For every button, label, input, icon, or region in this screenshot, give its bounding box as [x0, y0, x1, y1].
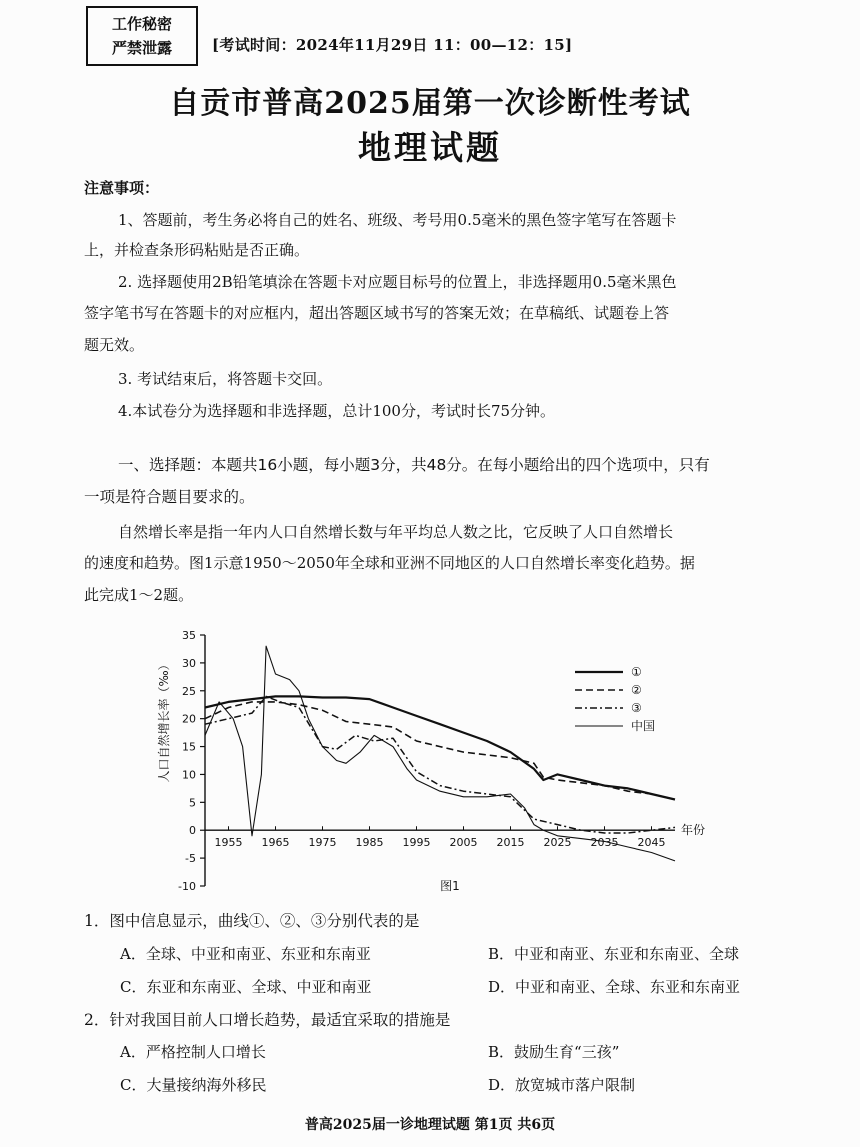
confidential-line-1: 工作秘密: [111, 15, 172, 33]
chart-svg: [150, 620, 710, 895]
x-tick-label: 1995: [402, 836, 431, 850]
notes-heading: 注意事项：: [84, 179, 160, 197]
y-tick-label: -10: [178, 880, 196, 893]
q2-option-d: D．放宽城市落户限制: [488, 1076, 636, 1094]
section-1-line-2: 一项是符合题目要求的。: [84, 488, 255, 506]
subject-title: 地理试题: [358, 128, 502, 167]
x-tick-label: 1985: [355, 836, 384, 850]
page-footer: 普高2025届一诊地理试题 第1页 共6页: [304, 1117, 556, 1133]
note-2-line-1: 2. 选择题使用2B铅笔填涂在答题卡对应题目标号的位置上，非选择题用0.5毫米黑色: [118, 273, 677, 291]
confidential-line-2: 严禁泄露: [111, 39, 172, 57]
note-1-line-1: 1、答题前，考生务必将自己的姓名、班级、考号用0.5毫米的黑色签字笔写在答题卡: [118, 211, 677, 229]
legend-label-3: ③: [631, 701, 642, 715]
legend-label-1: ①: [631, 665, 642, 679]
x-tick-label: 2035: [590, 836, 619, 850]
legend-label-2: ②: [631, 683, 642, 697]
q2-option-b: B．鼓励生育“三孩”: [488, 1043, 620, 1061]
q2-option-a: A．严格控制人口增长: [120, 1043, 266, 1061]
legend-label-4: 中国: [631, 719, 656, 733]
q1-option-b: B．中亚和南亚、东亚和东南亚、全球: [488, 945, 740, 963]
x-tick-label: 2045: [637, 836, 666, 850]
intro-line-1: 自然增长率是指一年内人口自然增长数与年平均总人数之比，它反映了人口自然增长: [118, 523, 674, 541]
y-axis-label: 人口自然增长率（‰）: [157, 658, 171, 783]
x-axis-label: 年份: [681, 823, 706, 838]
note-2-line-2: 签字笔书写在答题卡的对应框内，超出答题区域书写的答案无效；在草稿纸、试题卷上答: [84, 304, 670, 322]
y-tick-label: 5: [189, 796, 196, 810]
note-4: 4.本试卷分为选择题和非选择题，总计100分，考试时长75分钟。: [118, 402, 556, 420]
y-tick-label: 15: [182, 740, 196, 754]
exam-time: [考试时间：2024年11月29日 11：00—12：15]: [212, 36, 573, 54]
y-tick-label: 25: [182, 684, 196, 698]
x-tick-label: 2025: [543, 836, 572, 850]
series-line-3: [205, 696, 675, 833]
figure-caption: 图1: [440, 879, 460, 893]
y-tick-label: 10: [182, 768, 196, 782]
section-1-line-1: 一、选择题：本题共16小题，每小题3分，共48分。在每小题给出的四个选项中，只有: [118, 456, 710, 474]
y-tick-label: 35: [182, 629, 196, 642]
intro-line-2: 的速度和趋势。图1示意1950～2050年全球和亚洲不同地区的人口自然增长率变化趋势。据: [84, 554, 695, 572]
x-tick-label: 2015: [496, 836, 525, 850]
confidential-stamp: [86, 6, 198, 66]
figure-1-chart: [150, 620, 710, 895]
question-1: 1．图中信息显示，曲线①、②、③分别代表的是: [84, 912, 420, 930]
x-tick-label: 1965: [261, 836, 290, 850]
question-2: 2．针对我国目前人口增长趋势，最适宜采取的措施是: [84, 1011, 451, 1029]
intro-line-3: 此完成1～2题。: [84, 586, 194, 604]
q2-option-c: C．大量接纳海外移民: [120, 1076, 267, 1094]
exam-title: 自贡市普高2025届第一次诊断性考试: [169, 86, 691, 121]
note-2-line-3: 题无效。: [84, 336, 145, 354]
series-line-2: [205, 702, 675, 800]
y-tick-label: 20: [182, 712, 196, 726]
y-tick-label: 30: [182, 656, 196, 670]
note-1-line-2: 上，并检查条形码粘贴是否正确。: [84, 241, 310, 259]
q1-option-a: A．全球、中亚和南亚、东亚和东南亚: [120, 945, 371, 963]
y-tick-label: 0: [189, 824, 196, 838]
series-line-1: [205, 696, 675, 799]
x-tick-label: 2005: [449, 836, 478, 850]
x-tick-label: 1955: [214, 836, 243, 850]
q1-option-c: C．东亚和东南亚、全球、中亚和南亚: [120, 978, 372, 996]
x-tick-label: 1975: [308, 836, 337, 850]
note-3: 3. 考试结束后，将答题卡交回。: [118, 370, 333, 388]
q1-option-d: D．中亚和南亚、全球、东亚和东南亚: [488, 978, 741, 996]
y-tick-label: -5: [185, 852, 196, 866]
